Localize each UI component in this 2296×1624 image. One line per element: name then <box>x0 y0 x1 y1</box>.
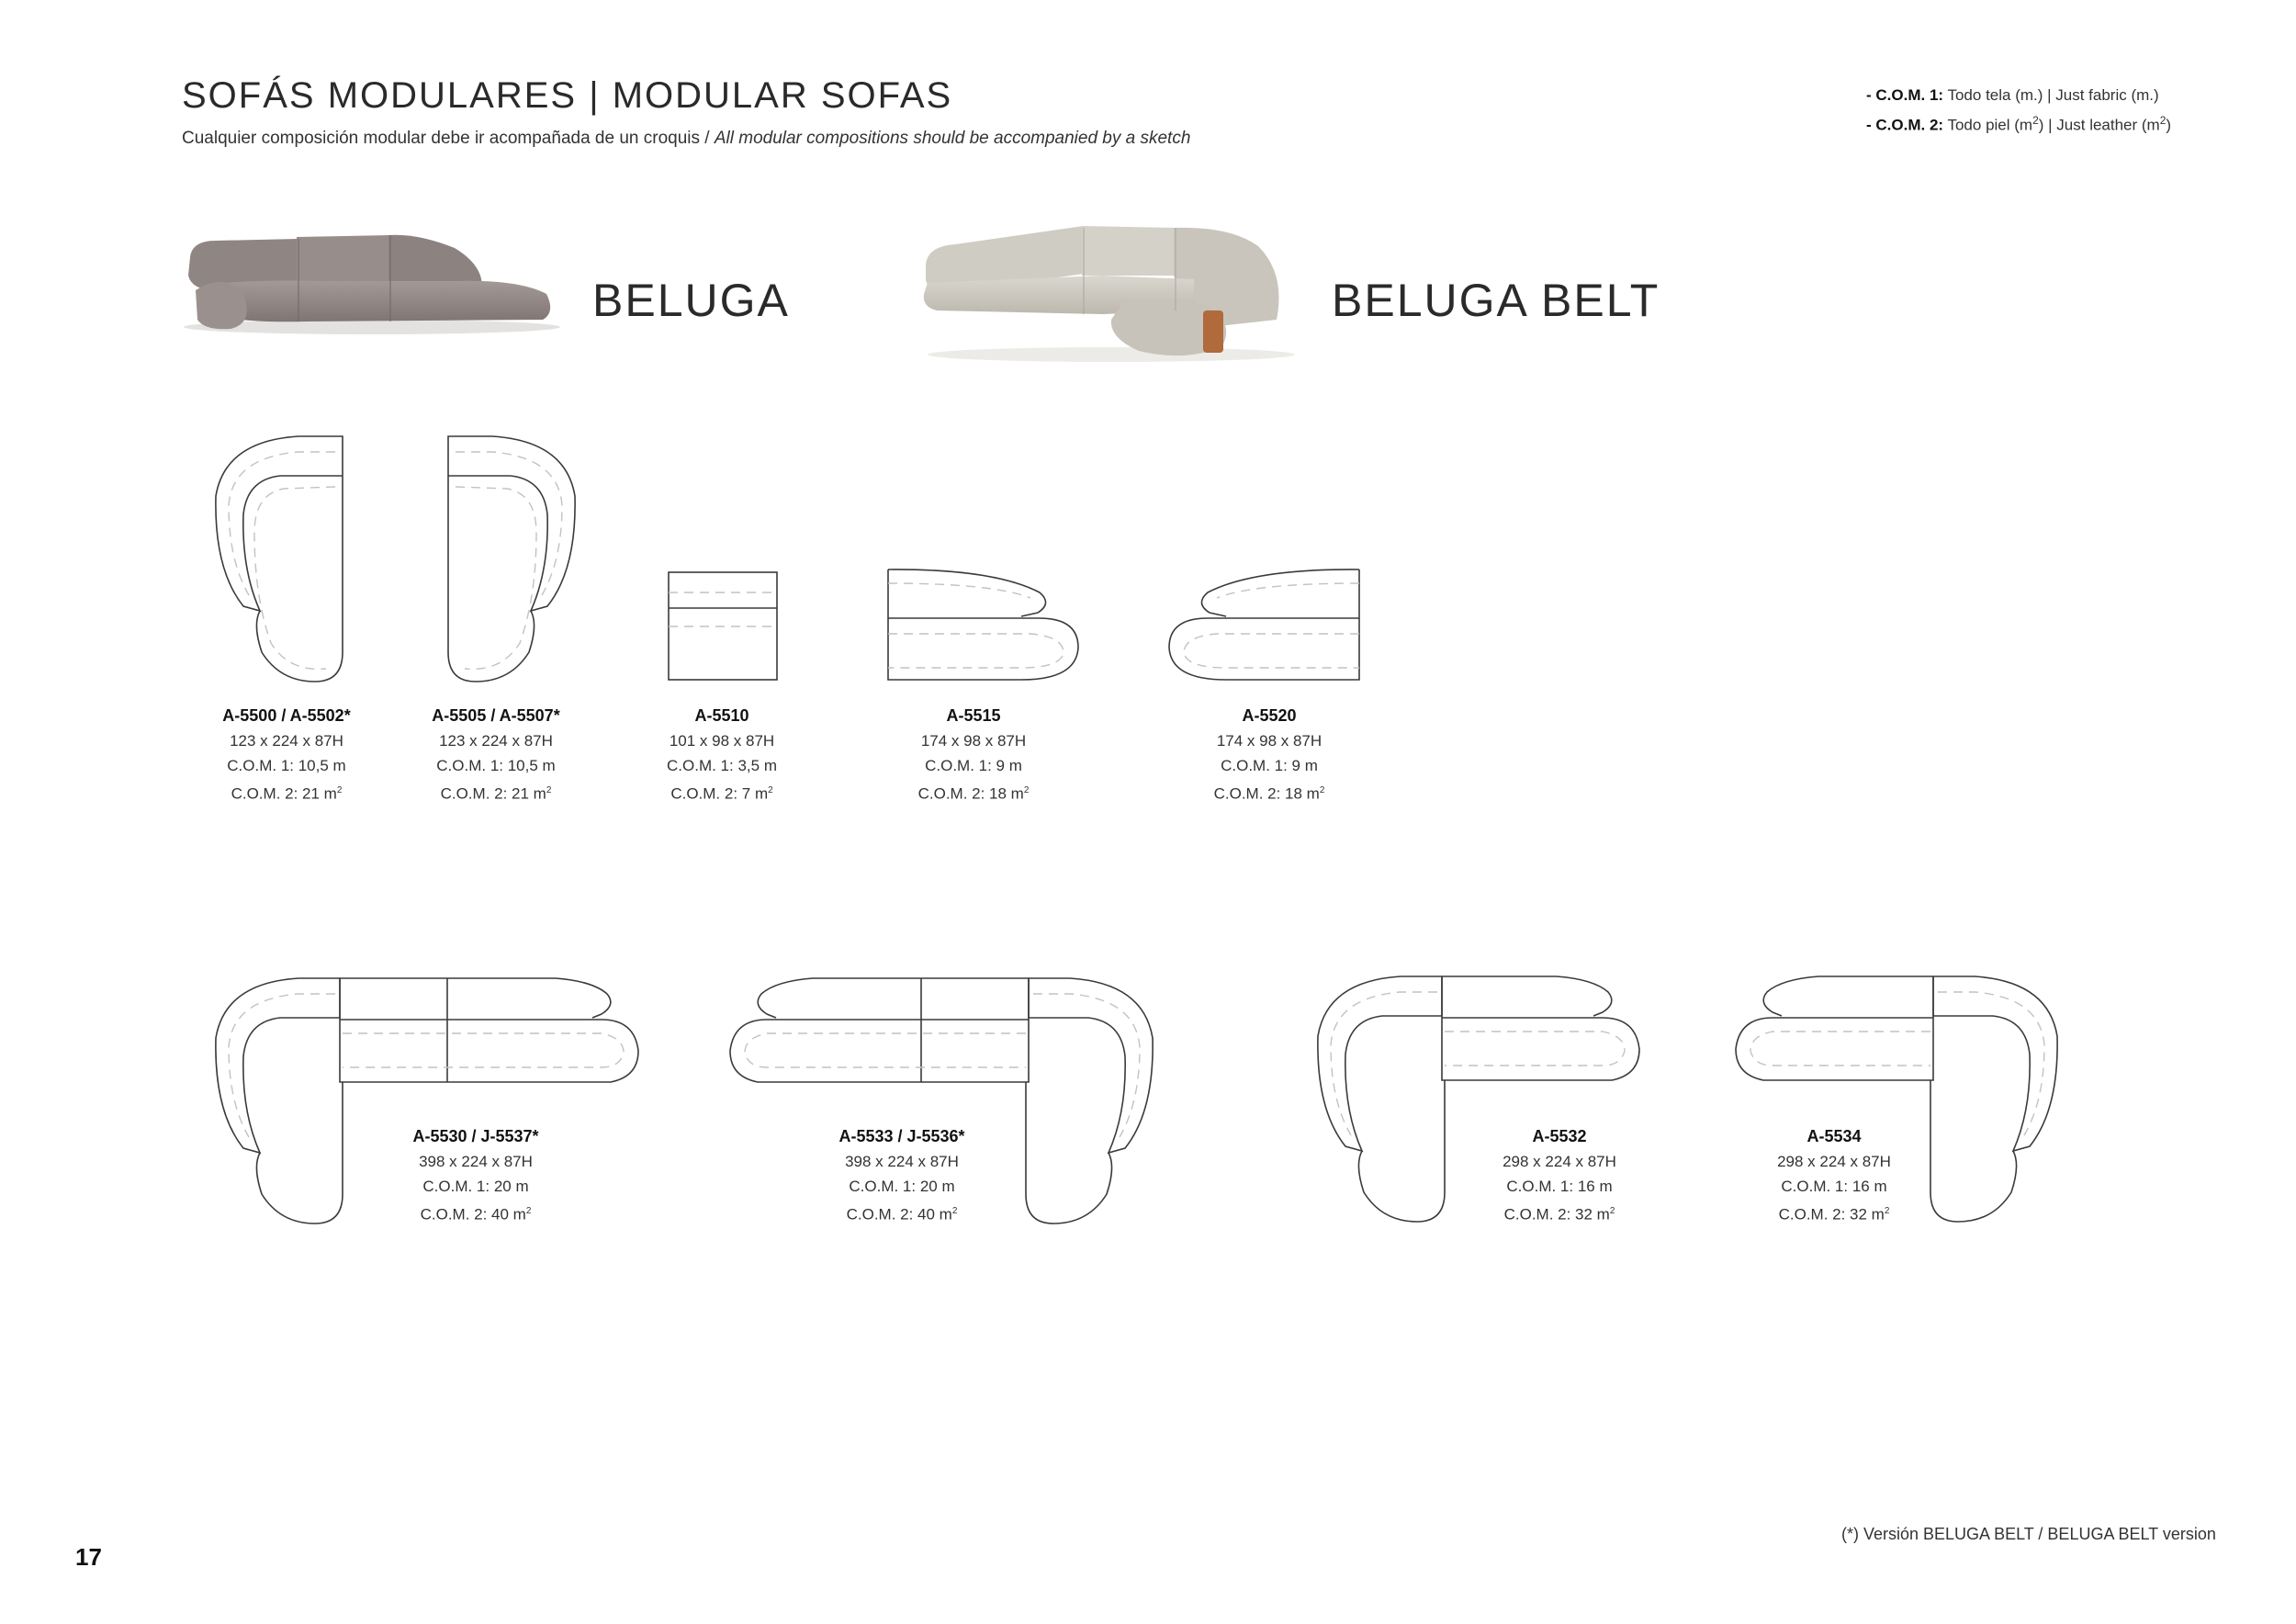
beluga-belt-sofa-photo <box>918 219 1304 366</box>
module-drawing-a5510 <box>666 570 781 684</box>
spec-a5533 <box>838 1124 964 1227</box>
spec-a5534 <box>1777 1124 1891 1227</box>
module-code: A-5533 / J-5536* <box>838 1127 965 1145</box>
module-com2: C.O.M. 2: 21 $m^2$ <box>231 784 343 803</box>
module-code: A-5510 <box>694 706 749 725</box>
module-code: A-5515 <box>946 706 1001 725</box>
spec-a5500 <box>222 704 350 806</box>
footnote: (*) Versión BELUGA BELT / BELUGA BELT version <box>1841 1525 2216 1543</box>
legend-com2-label: - C.O.M. 2: <box>1866 116 1944 134</box>
module-dimensions: 174 x 98 x 87H <box>920 732 1027 750</box>
module-com2: C.O.M. 2: 32 $m^2$ <box>1778 1205 1890 1224</box>
module-com1: C.O.M. 1: 16 m <box>1781 1178 1887 1195</box>
page-subtitle <box>182 129 1190 149</box>
module-dimensions: 398 x 224 x 87H <box>845 1153 959 1170</box>
module-dimensions: 123 x 224 x 87H <box>439 732 553 750</box>
legend-com2-sup-a: 2 <box>2032 114 2039 127</box>
product-name-beluga: BELUGA <box>592 275 790 326</box>
product-name-beluga-belt: BELUGA BELT <box>1332 275 1660 326</box>
module-com2: C.O.M. 2: 32 $m^2$ <box>1503 1205 1615 1224</box>
module-com1: C.O.M. 1: 20 m <box>422 1178 529 1195</box>
spec-a5505 <box>432 704 559 806</box>
module-code: A-5505 / A-5507* <box>432 706 560 725</box>
module-code: A-5532 <box>1532 1127 1587 1145</box>
module-dimensions: 398 x 224 x 87H <box>419 1153 533 1170</box>
module-dimensions: 298 x 224 x 87H <box>1503 1153 1616 1170</box>
spec-a5520 <box>1214 704 1325 806</box>
spec-a5532 <box>1503 1124 1616 1227</box>
module-com1: C.O.M. 1: 10,5 m <box>436 757 556 774</box>
legend-com2-text-b: ) | Just leather (m <box>2038 116 2160 134</box>
module-com1: C.O.M. 1: 9 m <box>925 757 1022 774</box>
legend-com2-text-c: ) <box>2166 116 2172 134</box>
module-drawing-a5520 <box>1162 565 1364 684</box>
module-drawing-a5505 <box>441 432 588 689</box>
module-drawing-a5500 <box>207 432 354 689</box>
module-com1: C.O.M. 1: 10,5 m <box>227 757 346 774</box>
spec-a5510 <box>667 704 777 806</box>
module-com1: C.O.M. 1: 16 m <box>1506 1178 1613 1195</box>
module-code: A-5530 / J-5537* <box>412 1127 539 1145</box>
module-drawing-a5515 <box>884 565 1086 684</box>
legend-com2-sup-b: 2 <box>2159 114 2167 127</box>
module-com2: C.O.M. 2: 18 $m^2$ <box>917 784 1030 803</box>
legend-com2 <box>1866 114 2171 135</box>
module-com2: C.O.M. 2: 7 $m^2$ <box>670 784 773 803</box>
spec-a5515 <box>918 704 1030 806</box>
page-title: SOFÁS MODULARES | MODULAR SOFAS <box>182 75 953 116</box>
beluga-sofa-photo <box>179 220 565 340</box>
module-dimensions: 174 x 98 x 87H <box>1216 732 1322 750</box>
subtitle-english: All modular compositions should be accompanied by a sketch <box>714 129 1191 148</box>
module-com2: C.O.M. 2: 21 $m^2$ <box>440 784 552 803</box>
module-com2: C.O.M. 2: 40 $m^2$ <box>846 1205 958 1224</box>
module-code: A-5500 / A-5502* <box>222 706 351 725</box>
legend-com1-text: Todo tela (m.) | Just fabric (m.) <box>1943 86 2159 104</box>
legend-com1 <box>1866 86 2159 105</box>
module-dimensions: 123 x 224 x 87H <box>230 732 343 750</box>
subtitle-spanish: Cualquier composición modular debe ir acompañada de un croquis / <box>182 129 715 148</box>
module-com1: C.O.M. 1: 3,5 m <box>667 757 777 774</box>
module-dimensions: 101 x 98 x 87H <box>669 732 775 750</box>
module-com2: C.O.M. 2: 40 $m^2$ <box>420 1205 532 1224</box>
module-com1: C.O.M. 1: 9 m <box>1221 757 1318 774</box>
module-dimensions: 298 x 224 x 87H <box>1777 1153 1891 1170</box>
page-number: 17 <box>75 1543 102 1571</box>
legend-com1-label: - C.O.M. 1: <box>1866 86 1944 104</box>
module-com1: C.O.M. 1: 20 m <box>849 1178 955 1195</box>
legend-com2-text-a: Todo piel (m <box>1943 116 2033 134</box>
module-com2: C.O.M. 2: 18 $m^2$ <box>1213 784 1325 803</box>
spec-a5530 <box>412 1124 538 1227</box>
module-code: A-5534 <box>1806 1127 1862 1145</box>
module-code: A-5520 <box>1242 706 1297 725</box>
